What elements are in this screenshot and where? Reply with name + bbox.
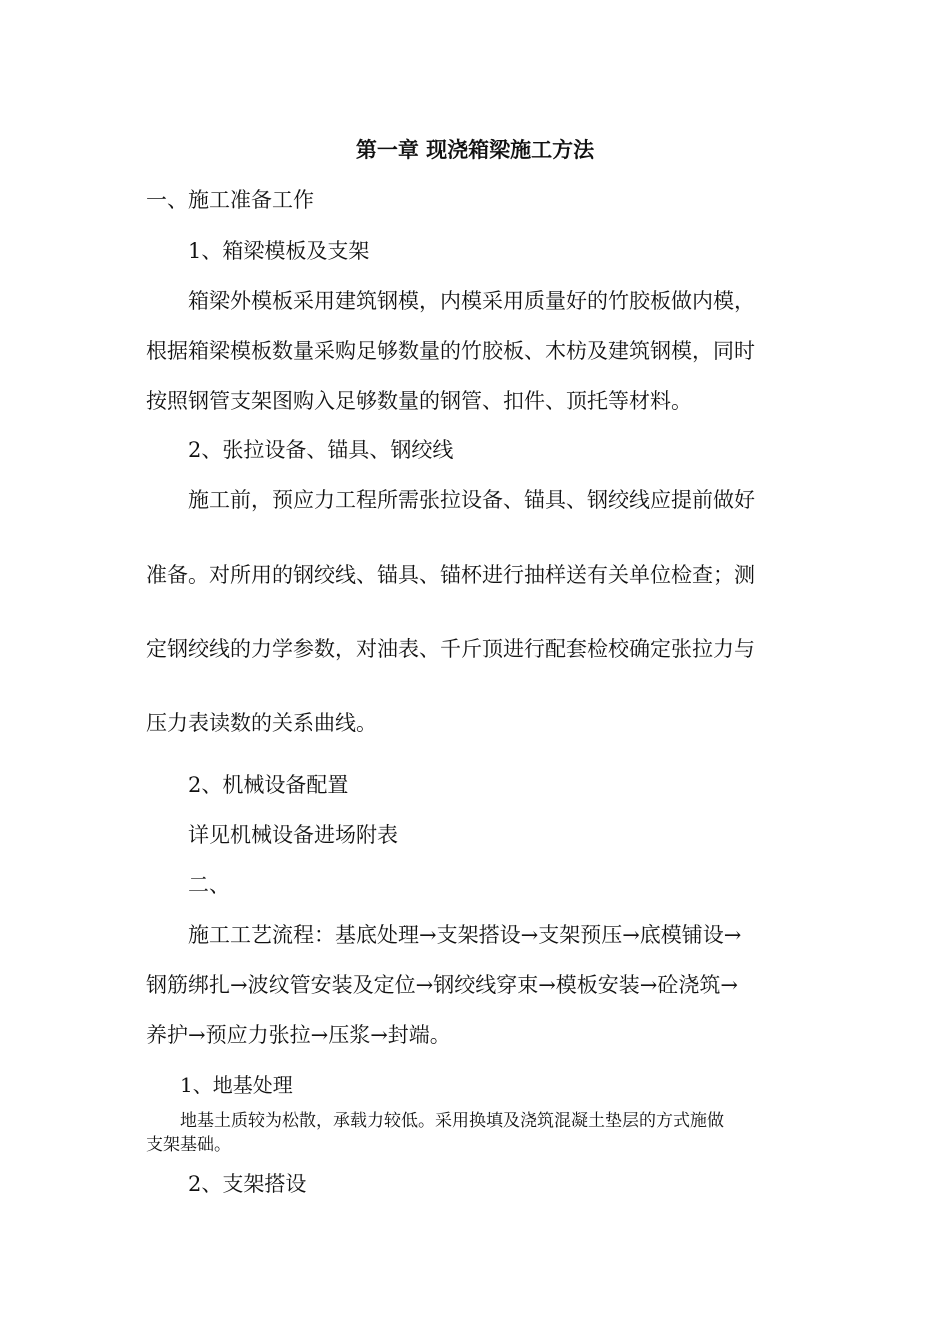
paragraph-line: 施工前，预应力工程所需张拉设备、锚具、钢绞线应提前做好 xyxy=(188,488,755,512)
paragraph-line: 箱梁外模板采用建筑钢模，内模采用质量好的竹胶板做内模， xyxy=(188,289,755,313)
paragraph-line: 定钢绞线的力学参数，对油表、千斤顶进行配套检校确定张拉力与 xyxy=(146,637,755,661)
subsection-heading: 1、箱梁模板及支架 xyxy=(188,239,370,263)
subsection-heading: 2、支架搭设 xyxy=(188,1172,307,1196)
paragraph-line: 详见机械设备进场附表 xyxy=(188,823,398,847)
paragraph-line: 按照钢管支架图购入足够数量的钢管、扣件、顶托等材料。 xyxy=(146,389,692,413)
flow-line: 施工工艺流程：基底处理→支架搭设→支架预压→底模铺设→ xyxy=(188,923,742,947)
paragraph-line: 压力表读数的关系曲线。 xyxy=(146,711,377,735)
paragraph-line: 支架基础。 xyxy=(146,1135,231,1155)
subsection-heading: 1、地基处理 xyxy=(180,1073,293,1097)
paragraph-line: 地基土质较为松散，承载力较低。采用换填及浇筑混凝土垫层的方式施做 xyxy=(180,1111,724,1131)
flow-line: 养护→预应力张拉→压浆→封端。 xyxy=(146,1023,451,1047)
section-heading: 一、施工准备工作 xyxy=(146,188,314,212)
chapter-title: 第一章 现浇箱梁施工方法 xyxy=(355,137,595,162)
paragraph-line: 根据箱梁模板数量采购足够数量的竹胶板、木枋及建筑钢模，同时 xyxy=(146,339,755,363)
section-heading: 二、 xyxy=(188,873,230,897)
paragraph-line: 准备。对所用的钢绞线、锚具、锚杯进行抽样送有关单位检查；测 xyxy=(146,563,755,587)
flow-line: 钢筋绑扎→波纹管安装及定位→钢绞线穿束→模板安装→砼浇筑→ xyxy=(146,973,738,997)
subsection-heading: 2、张拉设备、锚具、钢绞线 xyxy=(188,438,454,462)
subsection-heading: 2、机械设备配置 xyxy=(188,773,349,797)
